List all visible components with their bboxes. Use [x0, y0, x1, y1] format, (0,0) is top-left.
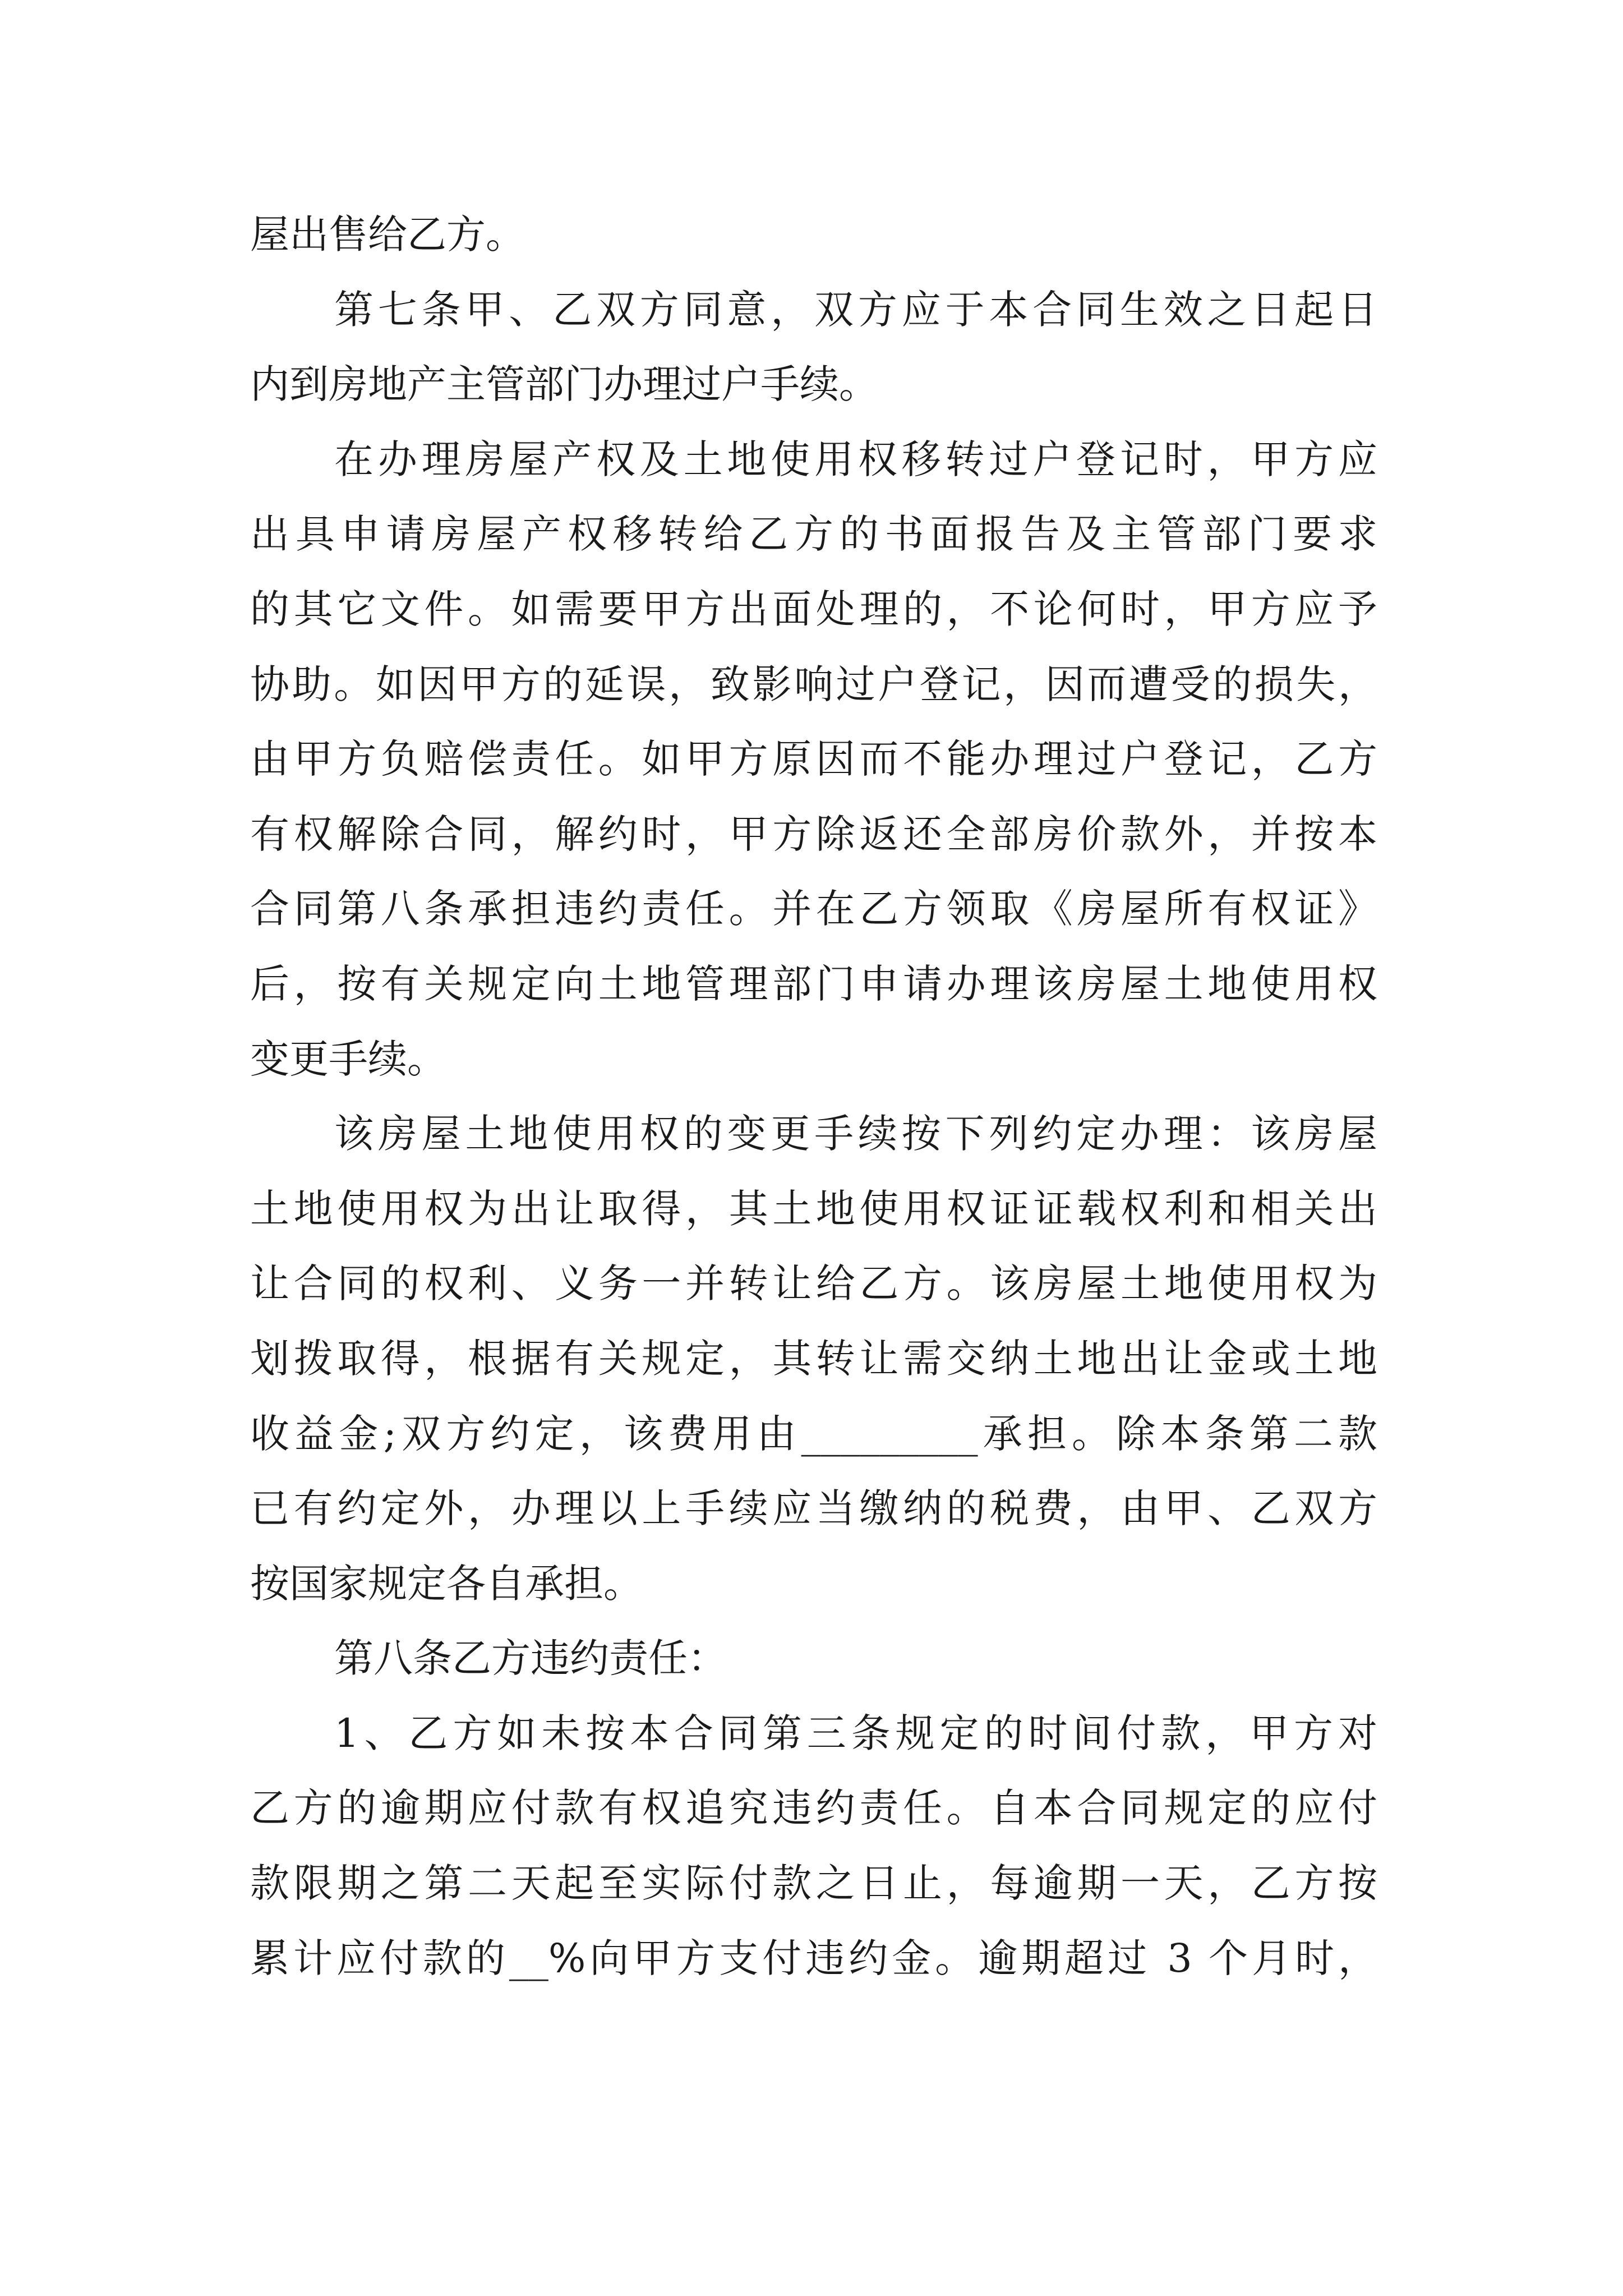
text-line: 的其它文件。如需要甲方出面处理的，不论何时，甲方应予 — [250, 586, 1377, 632]
text-line: 第八条乙方违约责任： — [334, 1635, 727, 1682]
text-line: 第七条甲、乙双方同意，双方应于本合同生效之日起日 — [334, 286, 1377, 333]
text-line: 该房屋土地使用权的变更手续按下列约定办理：该房屋 — [334, 1111, 1377, 1157]
text-line: 在办理房屋产权及土地使用权移转过户登记时，甲方应 — [334, 436, 1377, 482]
text-line: 有权解除合同，解约时，甲方除返还全部房价款外，并按本 — [250, 811, 1377, 857]
text-line: 收益金;双方约定，该费用由_________承担。除本条第二款 — [250, 1410, 1377, 1457]
text-line: 由甲方负赔偿责任。如甲方原因而不能办理过户登记，乙方 — [250, 736, 1377, 783]
text-line: 合同第八条承担违约责任。并在乙方领取《房屋所有权证》 — [250, 886, 1377, 932]
text-line: 款限期之第二天起至实际付款之日止，每逾期一天，乙方按 — [250, 1860, 1377, 1907]
text-line: 划拨取得，根据有关规定，其转让需交纳土地出让金或土地 — [250, 1335, 1377, 1382]
contract-text-body — [250, 197, 1377, 1996]
text-line: 屋出售给乙方。 — [250, 211, 525, 257]
text-line: 变更手续。 — [250, 1036, 446, 1082]
text-line: 后，按有关规定向土地管理部门申请办理该房屋土地使用权 — [250, 960, 1377, 1007]
text-line: 土地使用权为出让取得，其土地使用权证证载权利和相关出 — [250, 1185, 1377, 1232]
text-line: 累计应付款的__%向甲方支付违约金。逾期超过 3 个月时， — [250, 1935, 1377, 1981]
text-line: 已有约定外，办理以上手续应当缴纳的税费，由甲、乙双方 — [250, 1485, 1377, 1532]
text-line: 让合同的权利、义务一并转让给乙方。该房屋土地使用权为 — [250, 1260, 1377, 1307]
text-line: 出具申请房屋产权移转给乙方的书面报告及主管部门要求 — [250, 511, 1377, 558]
text-line: 1、乙方如未按本合同第三条规定的时间付款，甲方对 — [334, 1710, 1377, 1756]
text-line: 协助。如因甲方的延误，致影响过户登记，因而遭受的损失， — [250, 661, 1377, 707]
text-line: 内到房地产主管部门办理过户手续。 — [250, 361, 878, 408]
text-line: 按国家规定各自承担。 — [250, 1560, 643, 1607]
text-line: 乙方的逾期应付款有权追究违约责任。自本合同规定的应付 — [250, 1785, 1377, 1832]
